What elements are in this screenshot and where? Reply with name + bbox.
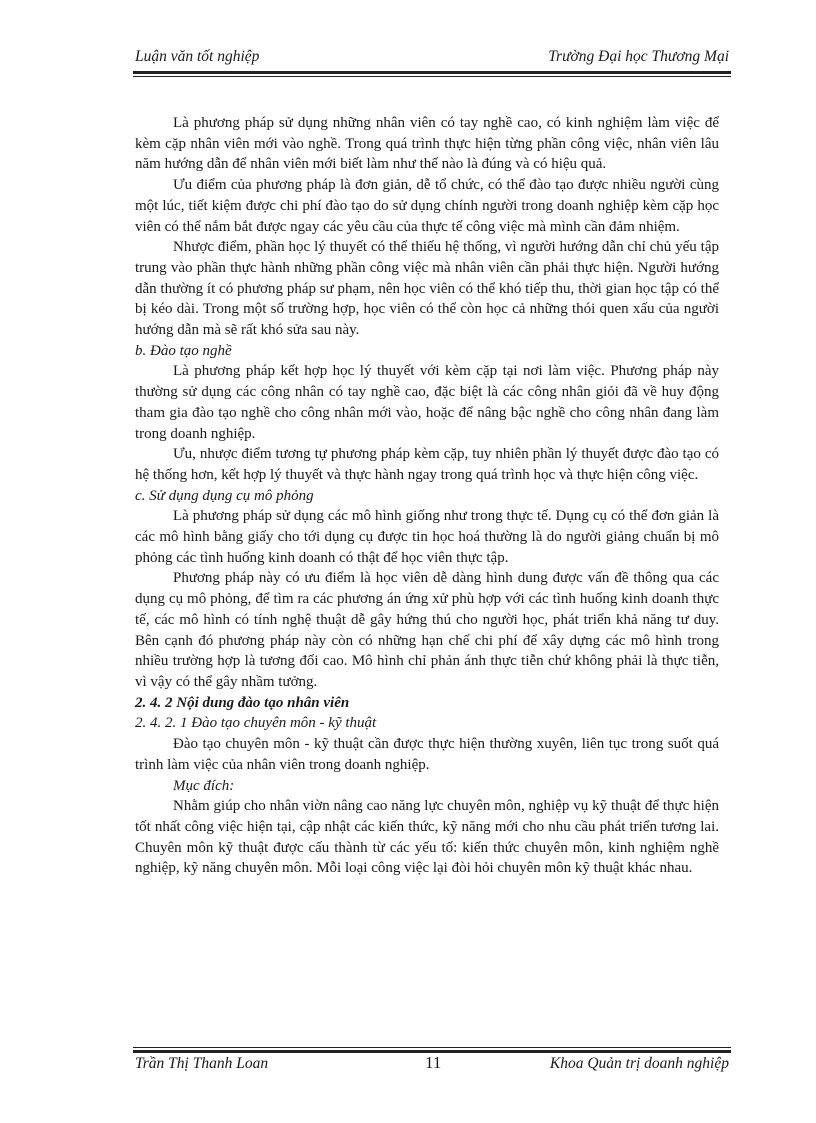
header-divider	[133, 71, 731, 77]
paragraph-coaching-definition: Là phương pháp sử dụng những nhân viên có tay nghề cao, có kinh nghiệm làm việc để kèm cặp nhân viên mới vào nghề. Trong quá trình thực hiện từng phần công việc, nhân viên lâu năm hướng dẫn để nhân viên mới biết làm như thế nào là đúng và có hiệu quả.	[135, 115, 719, 173]
paragraph-simulation-pros-cons: Phương pháp này có ưu điểm là học viên dễ dàng hình dung được vấn đề thông qua các dụng cụ mô phỏng, để tìm ra các phương án ứng xử phù hợp với các tình huống kinh doanh thực tế, các mô hình có tính nghệ thuật dễ gây hứng thú cho người học, phát triển khả năng tư duy. Bên cạnh đó phương pháp này còn có những hạn chế chi phí để xây dựng các mô hình trong nhiều trường hợp là tương đối cao. Mô hình chỉ phản ánh thực tiễn chứ không phải là thực tiễn, vì vậy có thể gây nhầm tưởng.	[135, 570, 719, 690]
header-university-label: Trường Đại học Thương Mại	[548, 48, 729, 65]
paragraph-purpose: Nhằm giúp cho nhân viờn nâng cao năng lực chuyên môn, nghiệp vụ kỹ thuật để thực hiện tốt nhất công việc hiện tại, cập nhật các kiến thức, kỹ năng mới cho nhu cầu phát triển tương lai. Chuyên môn kỹ thuật được cấu thành từ các yếu tố: kiến thức chuyên môn, kinh nghiệm nghề nghiệp, kỹ năng chuyên môn. Mỗi loại công việc lại đòi hỏi chuyên môn kỹ thuật khác nhau.	[135, 798, 719, 877]
paragraph-vocational-definition: Là phương pháp kết hợp học lý thuyết với kèm cặp tại nơi làm việc. Phương pháp này thường sử dụng các công nhân có tay nghề cao, đặc biệt là các công nhân giỏi đã về huy động tham gia đào tạo nghề cho công nhân mới vào, hoặc để nâng bậc nghề cho công nhân đang làm trong doanh nghiệp.	[135, 363, 719, 442]
subsection-heading-technical-training: 2. 4. 2. 1 Đào tạo chuyên môn - kỹ thuật	[135, 715, 377, 732]
paragraph-technical-training: Đào tạo chuyên môn - kỹ thuật cần được thực hiện thường xuyên, liên tục trong suốt quá trình làm việc của nhân viên trong doanh nghiệp.	[135, 736, 719, 773]
paragraph-simulation-definition: Là phương pháp sử dụng các mô hình giống như trong thực tế. Dụng cụ có thể đơn giản là các mô hình bằng giấy cho tới dụng cụ được tin học hoá thường là do người giảng chuẩn bị mô phỏng các tình huống kinh doanh có thật để học viên thực tập.	[135, 508, 719, 566]
document-body	[135, 113, 719, 879]
paragraph-coaching-advantages: Ưu điểm của phương pháp là đơn giản, dễ tổ chức, có thể đào tạo được nhiều người cùng một lúc, tiết kiệm được chi phí đào tạo do sử dụng chính người trong doanh nghiệp kèm cặp học viên có thể nắm bắt được ngay các yêu cầu của thực tế công việc mà mình cần đảm nhiệm.	[135, 177, 719, 235]
header-thesis-label: Luận văn tốt nghiệp	[135, 48, 260, 65]
footer-faculty: Khoa Quản trị doanh nghiệp	[549, 1055, 729, 1072]
section-heading-simulation-tools: c. Sử dụng dụng cụ mô phỏng	[135, 487, 314, 504]
page-header	[135, 48, 729, 72]
page-number: 11	[425, 1053, 442, 1072]
paragraph-vocational-pros-cons: Ưu, nhược điểm tương tự phương pháp kèm cặp, tuy nhiên phần lý thuyết được đào tạo có hệ thống hơn, kết hợp lý thuyết và thực hành ngay trong quá trình học và thực hiện công việc.	[135, 446, 719, 483]
footer-author: Trần Thị Thanh Loan	[135, 1055, 269, 1072]
paragraph-coaching-disadvantages: Nhược điểm, phần học lý thuyết có thể thiếu hệ thống, vì người hướng dẫn chỉ chủ yếu tập trung vào phần thực hành những phần công việc mà nhân viên cần phải thực hiện. Người hướng dẫn thường ít có phương pháp sư phạm, nên học viên có thể khó tiếp thu, thời gian học tập có thể bị kéo dài. Trong một số trường hợp, học viên có thể còn học cả những thói quen xấu của người hướng dẫn mà sẽ rất khó sửa sau này.	[135, 239, 719, 339]
purpose-heading: Mục đích:	[173, 777, 235, 794]
section-heading-training-content: 2. 4. 2 Nội dung đào tạo nhân viên	[135, 694, 350, 711]
section-heading-vocational-training: b. Đào tạo nghề	[135, 342, 232, 359]
page-footer	[135, 1053, 729, 1077]
